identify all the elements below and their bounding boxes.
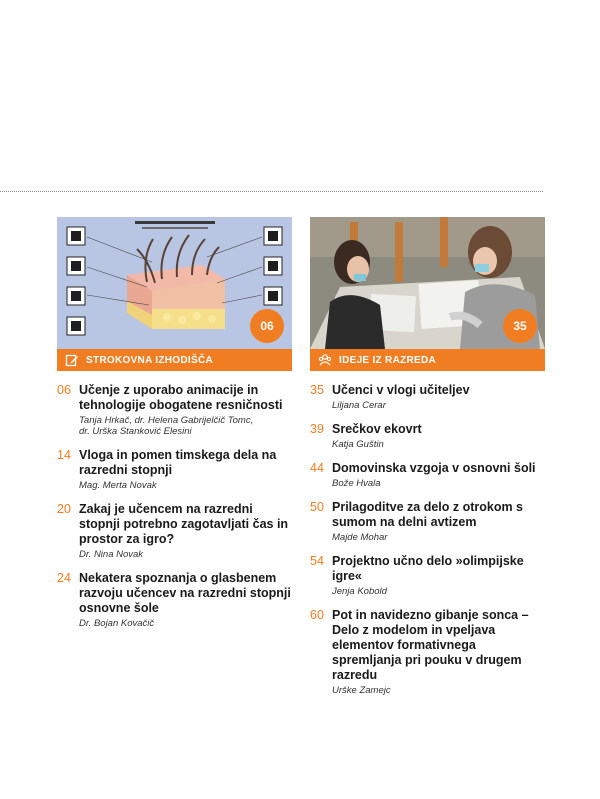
- toc-entry[interactable]: [310, 461, 545, 489]
- section-title: IDEJE IZ RAZREDA: [339, 354, 437, 366]
- article-title: Vloga in pomen timskega dela na razredni stopnji: [79, 448, 277, 477]
- page-number: 14: [57, 448, 71, 462]
- article-author: Dr. Bojan Kovačič: [79, 618, 155, 629]
- toc-entry[interactable]: [57, 383, 292, 437]
- page-badge: 06: [250, 309, 284, 343]
- article-author: Tanja Hrkač, dr. Helena Gabrijelčič Tomc, dr. Urška Stanković Elesini: [79, 415, 254, 437]
- page-number: 06: [57, 383, 71, 397]
- article-author: Majde Mohar: [332, 532, 388, 543]
- article-title: Zakaj je učencem na razredni stopnji potrebno zagotavljati čas in prostor za igro?: [79, 502, 289, 546]
- section-header-strokovna: [57, 349, 292, 371]
- article-author: Bože Hvala: [332, 478, 381, 489]
- article-title: Učenje z uporabo animacije in tehnologije obogatene resničnosti: [79, 383, 283, 412]
- classroom-photo: [310, 217, 545, 349]
- page-number: 20: [57, 502, 71, 516]
- article-author: Liljana Cerar: [332, 400, 386, 411]
- people-group-icon: [318, 353, 332, 367]
- article-title: Pot in navidezno gibanje sonca – Delo z modelom in vpeljava elementov formativnega spremljanja pri pouku v drugem razredu: [332, 608, 529, 682]
- article-title: Učenci v vlogi učiteljev: [332, 383, 470, 397]
- page-number: 44: [310, 461, 324, 475]
- page-number: 54: [310, 554, 324, 568]
- article-title: Projektno učno delo »olimpijske igre«: [332, 554, 524, 583]
- page-badge: 35: [503, 309, 537, 343]
- article-title: Domovinska vzgoja v osnovni šoli: [332, 461, 536, 475]
- article-author: Urške Zamejc: [332, 685, 391, 696]
- article-title: Prilagoditve za delo z otrokom s sumom na delni avtizem: [332, 500, 524, 529]
- toc-list: [310, 383, 545, 696]
- toc-entry[interactable]: [310, 554, 545, 597]
- dotted-divider: [0, 191, 543, 192]
- article-author: Katja Guštin: [332, 439, 384, 450]
- right-column: [310, 217, 545, 707]
- section-title: STROKOVNA IZHODIŠČA: [86, 354, 213, 366]
- toc-entry[interactable]: [310, 383, 545, 411]
- toc-entry[interactable]: [310, 608, 545, 696]
- section-header-ideje: [310, 349, 545, 371]
- article-author: Jenja Kobold: [332, 586, 387, 597]
- page-number: 60: [310, 608, 324, 622]
- page-number: 35: [310, 383, 324, 397]
- toc-entry[interactable]: [57, 448, 292, 491]
- toc-list: [57, 383, 292, 629]
- toc-entry[interactable]: [310, 422, 545, 450]
- page-number: 39: [310, 422, 324, 436]
- page-number: 24: [57, 571, 71, 585]
- skin-diagram-image: [57, 217, 292, 349]
- toc-entry[interactable]: [310, 500, 545, 543]
- article-title: Srečkov ekovrt: [332, 422, 422, 436]
- left-column: [57, 217, 292, 640]
- article-author: Dr. Nina Novak: [79, 549, 144, 560]
- article-title: Nekatera spoznanja o glasbenem razvoju učencev na razredni stopnji osnovne šole: [79, 571, 291, 615]
- page-number: 50: [310, 500, 324, 514]
- edit-note-icon: [65, 353, 79, 367]
- toc-entry[interactable]: [57, 571, 292, 629]
- toc-entry[interactable]: [57, 502, 292, 560]
- article-author: Mag. Merta Novak: [79, 480, 157, 491]
